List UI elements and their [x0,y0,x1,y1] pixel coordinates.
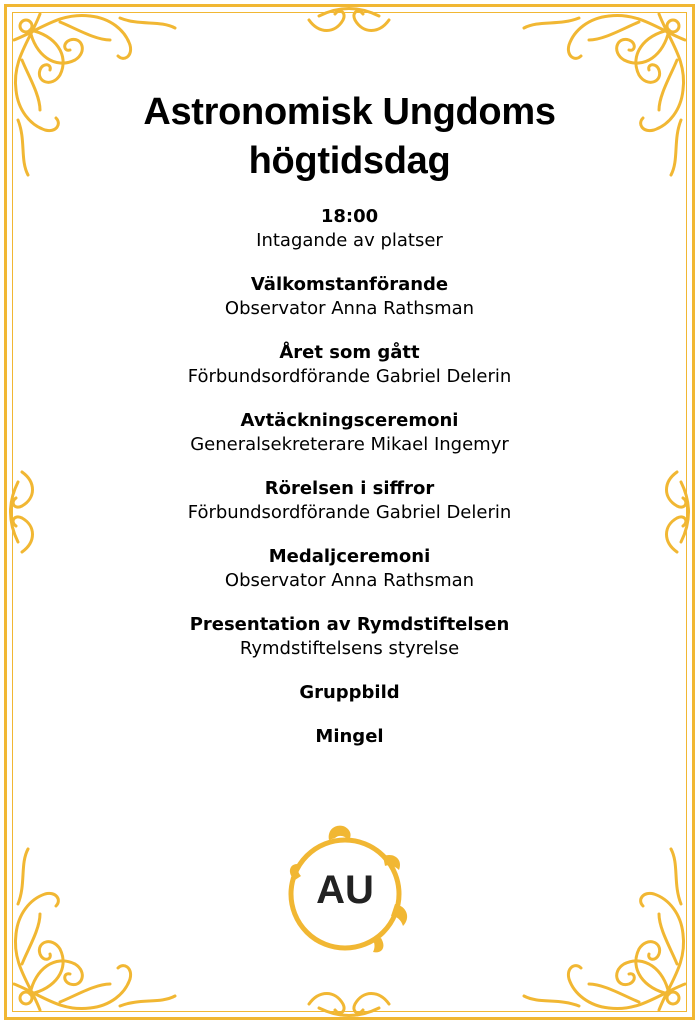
program-item-detail: Observator Anna Rathsman [224,570,475,591]
program-item-heading: Året som gått [279,342,420,363]
program-item-detail: Observator Anna Rathsman [224,298,475,319]
program-item [40,545,659,593]
program-item [40,477,659,525]
program-item-heading: Välkomstanförande [250,274,449,295]
bottom-center-ornament [309,994,389,1016]
program-item [40,725,659,749]
logo-text: AU [316,868,374,912]
program-item [40,341,659,389]
program-item [40,205,659,253]
program-item-detail: Förbundsordförande Gabriel Delerin [187,366,512,387]
program-item-heading: Rörelsen i siffror [264,478,435,499]
program-item [40,681,659,705]
program-item-heading: Avtäckningsceremoni [240,410,459,431]
program-list [40,205,659,769]
corner-ornament-bottom-left [14,849,175,1010]
program-item [40,273,659,321]
program-item-heading: Gruppbild [299,682,400,703]
title-line-2: högtidsdag [248,140,451,182]
right-side-ornament [667,472,689,552]
program-item-detail: Rymdstiftelsens styrelse [239,638,460,659]
program-item-detail: Intagande av platser [256,230,443,251]
corner-ornament-bottom-right [524,849,685,1010]
program-item-heading: 18:00 [320,206,379,227]
program-item-detail: Generalsekreterare Mikael Ingemyr [190,434,509,455]
page-title [40,88,659,186]
program-item-heading: Medaljceremoni [268,546,431,567]
au-logo [283,820,415,956]
top-center-ornament [309,9,389,31]
program-item [40,409,659,457]
program-item-heading: Mingel [315,726,384,747]
program-item [40,613,659,661]
program-item-heading: Presentation av Rymdstiftelsen [189,614,510,635]
title-line-1: Astronomisk Ungdoms [143,91,556,133]
program-item-detail: Förbundsordförande Gabriel Delerin [187,502,512,523]
left-side-ornament [11,472,33,552]
